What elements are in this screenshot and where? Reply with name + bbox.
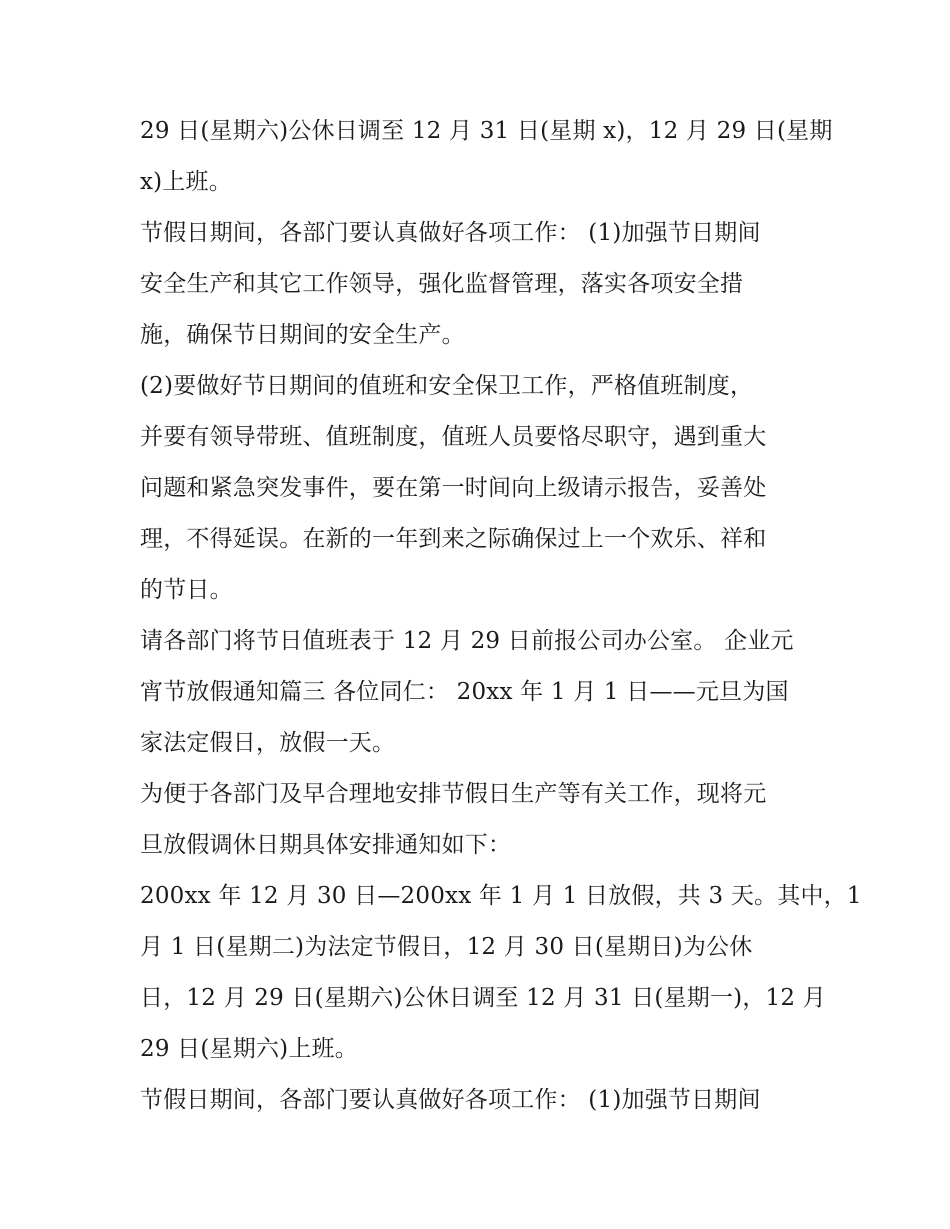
document-body xyxy=(140,106,862,1126)
text-line: 节假日期间，各部门要认真做好各项工作： (1)加强节日期间 xyxy=(140,1087,761,1113)
text-line: 29 日(星期六)公休日调至 12 月 31 日(星期 x)，12 月 29 日(星期 xyxy=(140,118,833,144)
text-line: 日，12 月 29 日(星期六)公休日调至 12 月 31 日(星期一)，12 月 xyxy=(140,985,826,1011)
text-line: 施，确保节日期间的安全生产。 xyxy=(140,322,465,348)
text-line: 为便于各部门及早合理地安排节假日生产等有关工作，现将元 xyxy=(140,781,767,807)
text-line: 宵节放假通知篇三 各位同仁： 20xx 年 1 月 1 日——元旦为国 xyxy=(140,679,789,705)
text-line: 29 日(星期六)上班。 xyxy=(140,1036,358,1062)
text-line: 月 1 日(星期二)为法定节假日，12 月 30 日(星期日)为公休 xyxy=(140,934,753,960)
text-line: (2)要做好节日期间的值班和安全保卫工作，严格值班制度， xyxy=(140,373,754,399)
text-line: 请各部门将节日值班表于 12 月 29 日前报公司办公室。 企业元 xyxy=(140,628,794,654)
text-line: 200xx 年 12 月 30 日—200xx 年 1 月 1 日放假，共 3 天。其中，1 xyxy=(140,883,862,909)
text-line: 理，不得延误。在新的一年到来之际确保过上一个欢乐、祥和 xyxy=(140,526,767,552)
text-line: 问题和紧急突发事件，要在第一时间向上级请示报告，妥善处 xyxy=(140,475,767,501)
text-line: 家法定假日，放假一天。 xyxy=(140,730,396,756)
text-line: x)上班。 xyxy=(140,169,232,195)
text-line: 节假日期间，各部门要认真做好各项工作： (1)加强节日期间 xyxy=(140,220,761,246)
text-line: 旦放假调休日期具体安排通知如下： xyxy=(140,832,512,858)
text-line: 的节日。 xyxy=(140,577,233,603)
text-line: 安全生产和其它工作领导，强化监督管理，落实各项安全措 xyxy=(140,271,744,297)
text-line: 并要有领导带班、值班制度，值班人员要恪尽职守，遇到重大 xyxy=(140,424,767,450)
